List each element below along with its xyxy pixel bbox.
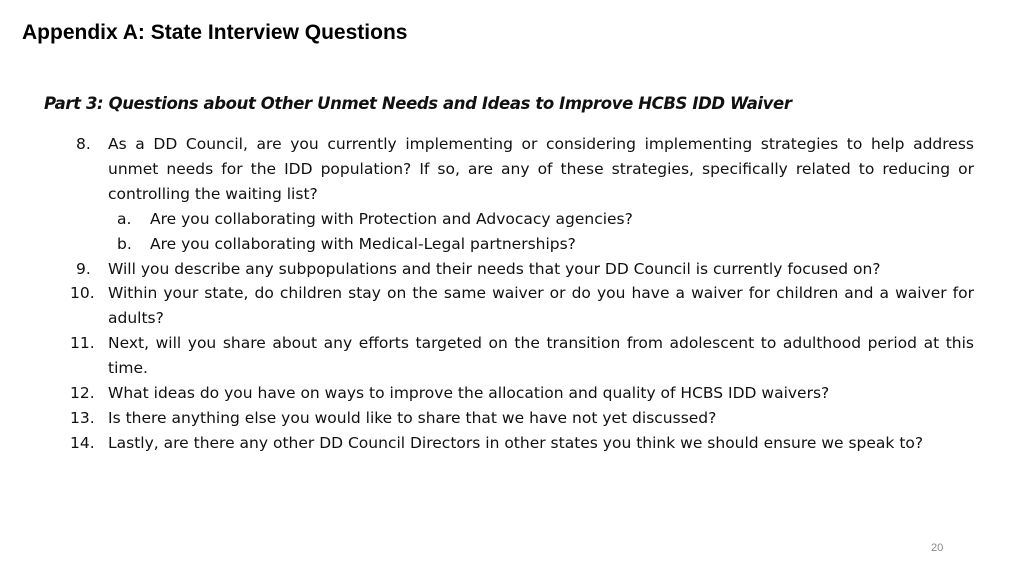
question-number: 14. (70, 433, 95, 452)
question-number: 8. (76, 135, 91, 153)
question-number: 12. (70, 384, 95, 403)
question-text: Will you describe any subpopulations and their needs that your DD Council is currently focused on? (108, 259, 881, 278)
question-item (76, 257, 974, 282)
question-item (70, 331, 974, 381)
part-heading: Part 3: Questions about Other Unmet Needs and Ideas to Improve HCBS IDD Waiver (44, 94, 792, 113)
question-text: Is there anything else you would like to share that we have not yet discussed? (108, 408, 717, 427)
question-number: 10. (70, 284, 95, 303)
sub-question-text: Are you collaborating with Protection and Advocacy agencies? (150, 209, 633, 228)
question-number: 9. (76, 259, 91, 278)
question-text: What ideas do you have on ways to improve the allocation and quality of HCBS IDD waivers? (108, 384, 830, 403)
question-text: As a DD Council, are you currently implementing or considering implementing strategies to help address unmet needs for the IDD population? If so, are any of these strategies, specifically related to reducing or controlling the waiting list? (108, 135, 974, 203)
question-number: 13. (70, 408, 95, 427)
question-number: 11. (70, 334, 95, 353)
question-text: Next, will you share about any efforts targeted on the transition from adolescent to adulthood period at this time. (108, 334, 974, 378)
question-text: Lastly, are there any other DD Council Directors in other states you think we should ensure we speak to? (108, 433, 924, 452)
question-item (70, 381, 974, 406)
sub-question-item (108, 207, 974, 232)
sub-question-list (108, 207, 974, 257)
question-item (70, 406, 974, 431)
page-number: 20 (931, 542, 944, 554)
question-text: Within your state, do children stay on the same waiver or do you have a waiver for children and a waiver for adults? (108, 284, 974, 328)
question-item (70, 431, 974, 456)
sub-question-letter: a. (117, 209, 132, 228)
question-item (76, 132, 974, 257)
slide-title: Appendix A: State Interview Questions (22, 21, 408, 44)
sub-question-text: Are you collaborating with Medical-Legal partnerships? (150, 234, 576, 253)
question-list (70, 132, 974, 456)
sub-question-letter: b. (117, 234, 132, 253)
sub-question-item (108, 232, 974, 257)
question-item (70, 281, 974, 331)
